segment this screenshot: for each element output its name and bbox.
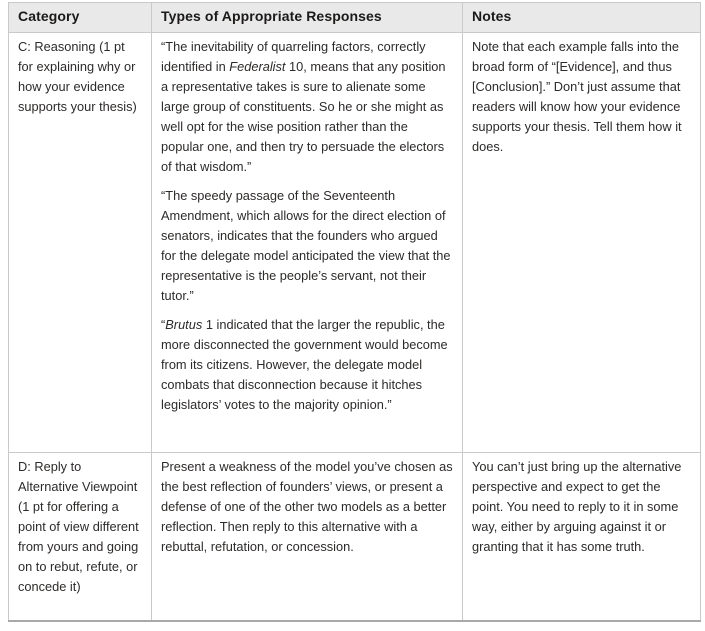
cell-reply-notes: You can’t just bring up the alternative perspective and expect to get the point. You need to reply to it in some way, either by arguing against it or granting that it has some truth. [463, 453, 701, 621]
table-row-reasoning [9, 33, 701, 453]
cell-reply-category: D: Reply to Alternative Viewpoint (1 pt for offering a point of view different from yours and going on to rebut, refute, or concede it) [9, 453, 152, 621]
response-paragraph: “Brutus 1 indicated that the larger the republic, the more disconnected the government would become from its citizens. However, the delegate model combats that disconnection because it hitches legislators’ votes to the majority opinion.” [161, 317, 448, 412]
table-row-reply-alternative [9, 453, 701, 621]
cell-reasoning-responses [152, 33, 463, 453]
response-paragraph: “The inevitability of quarreling factors, correctly identified in Federalist 10, means that any position a representative takes is sure to alienate some large group of constituents. So he or she might as well opt for the wise position rather than the popular one, and then try to persuade the electors of that wisdom.” [161, 39, 446, 174]
response-paragraph: “The speedy passage of the Seventeenth Amendment, which allows for the direct election of senators, indicates that the founders who argued for the delegate model anticipated the view that the representative is the people’s servant, not their tutor.” [161, 188, 451, 303]
cell-reply-responses [152, 453, 463, 621]
cell-reasoning-notes: Note that each example falls into the broad form of “[Evidence], and thus [Conclusion].” Don’t just assume that readers will know how your evidence supports your thesis. Tell them how it does. [463, 33, 701, 453]
column-header-category: Category [9, 3, 152, 33]
header-row [9, 3, 701, 33]
column-header-responses: Types of Appropriate Responses [152, 3, 463, 33]
response-paragraph: Present a weakness of the model you’ve chosen as the best reflection of founders’ views, or present a defense of one of the other two models as a better reflection. Then reply to this alternative with a rebuttal, refutation, or concession. [161, 459, 453, 554]
column-header-notes: Notes [463, 3, 701, 33]
rubric-table [8, 2, 701, 622]
cell-reasoning-category: C: Reasoning (1 pt for explaining why or how your evidence supports your thesis) [9, 33, 152, 453]
